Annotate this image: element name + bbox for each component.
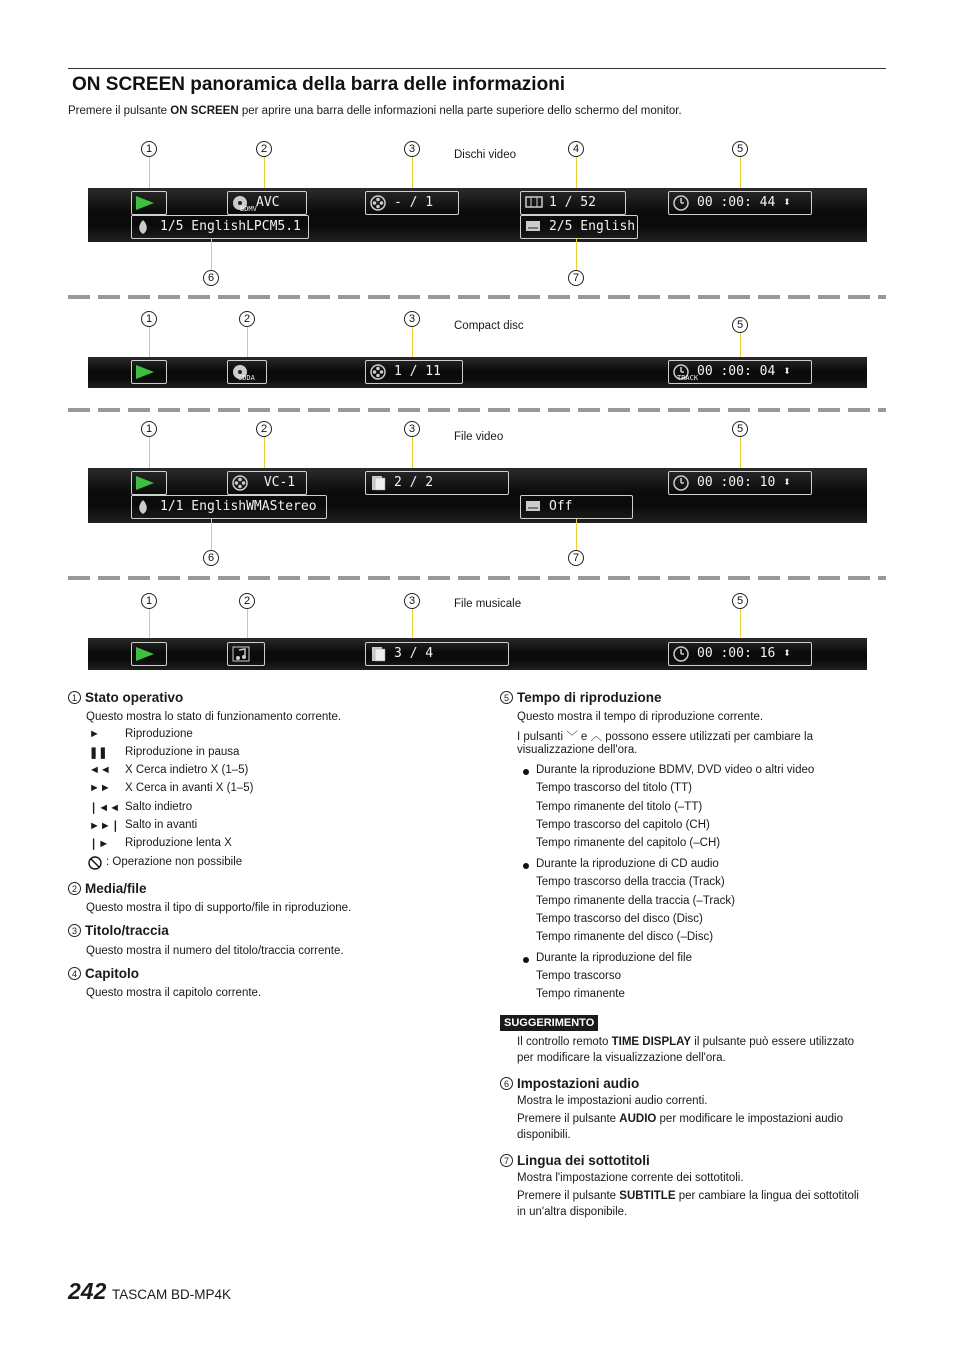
- callout-5: 5: [732, 421, 748, 437]
- media-box: VC-1: [227, 471, 307, 495]
- diagram-label: Compact disc: [454, 320, 524, 332]
- prohibited-icon: [88, 856, 102, 875]
- section-desc: Questo mostra il capitolo corrente.: [86, 987, 262, 999]
- diagram-label: File musicale: [454, 598, 522, 610]
- section-desc: Premere il pulsante AUDIO per modificare le impostazioni audio: [517, 1113, 843, 1125]
- bullet-icon: [523, 957, 529, 963]
- clock-icon: [673, 475, 691, 491]
- section-desc: Premere il pulsante SUBTITLE per cambiare la lingua dei sottotitoli: [517, 1190, 859, 1202]
- callout-7: 7: [568, 270, 584, 286]
- time-box: 00 :00: 44 ⬍: [668, 191, 812, 215]
- state-text: Riproduzione lenta X: [125, 837, 232, 849]
- list-item: Tempo trascorso: [536, 970, 622, 982]
- clock-icon: [673, 646, 691, 662]
- group-head: Durante la riproduzione di CD audio: [536, 858, 719, 870]
- list-item: Tempo trascorso del disco (Disc): [536, 913, 703, 925]
- status-box: [131, 642, 167, 666]
- play-icon: [136, 365, 154, 379]
- section-desc: Questo mostra il tipo di supporto/file in riproduzione.: [86, 902, 352, 914]
- callout-3: 3: [404, 593, 420, 609]
- section-desc: Mostra l'impostazione corrente dei sottotitoli.: [517, 1172, 744, 1184]
- play-icon: ►: [89, 728, 100, 740]
- section-subtitles: 7 Lingua dei sottotitoli: [500, 1153, 650, 1168]
- callout-1: 1: [141, 421, 157, 437]
- info-bar: [88, 468, 867, 523]
- top-rule: [68, 68, 886, 69]
- state-text: X Cerca in avanti X (1–5): [125, 782, 254, 794]
- section-desc: Questo mostra il tempo di riproduzione corrente.: [517, 711, 764, 723]
- bullet-icon: [523, 769, 529, 775]
- diagram-label: File video: [454, 431, 504, 443]
- music-note-icon: [232, 646, 250, 662]
- media-box: AVC BDMV: [227, 191, 307, 215]
- subtitle-icon: [525, 499, 543, 515]
- subtitle-box: Off: [520, 495, 633, 519]
- list-item: Tempo trascorso della traccia (Track): [536, 876, 725, 888]
- media-box: [227, 642, 265, 666]
- play-icon: [136, 196, 154, 210]
- section-desc: in un'altra disponibile.: [517, 1206, 628, 1218]
- callout-2: 2: [256, 141, 272, 157]
- file-icon: [370, 475, 388, 491]
- chapter-box: 1 / 52: [520, 191, 626, 215]
- section-audio: 6 Impostazioni audio: [500, 1076, 639, 1091]
- group-head: Durante la riproduzione BDMV, DVD video o altri video: [536, 764, 815, 776]
- callout-7: 7: [568, 550, 584, 566]
- callout-5: 5: [732, 141, 748, 157]
- chevron-up-icon: ︿: [590, 731, 603, 743]
- page-title: ON SCREEN panoramica della barra delle informazioni: [72, 74, 566, 95]
- time-box: 00 :00: 10 ⬍: [668, 471, 812, 495]
- section-desc: Mostra le impostazioni audio correnti.: [517, 1095, 708, 1107]
- section-desc: Questo mostra il numero del titolo/traccia corrente.: [86, 945, 344, 957]
- page-number: 242: [68, 1278, 107, 1304]
- state-text: Riproduzione in pausa: [125, 746, 240, 758]
- list-item: Tempo rimanente del disco (–Disc): [536, 931, 714, 943]
- list-item: Tempo rimanente: [536, 988, 625, 1000]
- callout-3: 3: [404, 421, 420, 437]
- info-bar: [88, 357, 867, 388]
- subtitle-icon: [525, 219, 543, 235]
- list-item: Tempo rimanente del capitolo (–CH): [536, 837, 721, 849]
- callout-2: 2: [239, 311, 255, 327]
- diagram-label: Dischi video: [454, 149, 516, 161]
- list-item: Tempo rimanente della traccia (–Track): [536, 895, 735, 907]
- chapter-icon: [525, 195, 543, 211]
- buttons-text: I pulsanti ﹀ e ︿ possono essere utilizzati per cambiare la: [517, 731, 813, 743]
- title-box: - / 1: [365, 191, 459, 215]
- bullet-icon: [523, 863, 529, 869]
- callout-5: 5: [732, 317, 748, 333]
- file-icon: [370, 646, 388, 662]
- list-item: Tempo trascorso del titolo (TT): [536, 782, 692, 794]
- clock-icon: [673, 195, 691, 211]
- tip-text: Il controllo remoto TIME DISPLAY il pulsante può essere utilizzato: [517, 1036, 855, 1048]
- list-item: Tempo rimanente del titolo (–TT): [536, 801, 703, 813]
- tip-text: per modificare la visualizzazione dell'ora.: [517, 1052, 726, 1064]
- callout-1: 1: [141, 311, 157, 327]
- product-name: TASCAM BD-MP4K: [112, 1287, 232, 1302]
- group-head: Durante la riproduzione del file: [536, 952, 692, 964]
- callout-2: 2: [256, 421, 272, 437]
- section-desc: disponibili.: [517, 1129, 571, 1141]
- section-desc: Questo mostra lo stato di funzionamento corrente.: [86, 711, 342, 723]
- section-chapter: 4 Capitolo: [68, 966, 139, 981]
- title-box: 1 / 11: [365, 360, 463, 384]
- film-reel-icon: [370, 364, 388, 380]
- state-text: X Cerca indietro X (1–5): [125, 764, 249, 776]
- audio-icon: [136, 219, 154, 235]
- callout-3: 3: [404, 141, 420, 157]
- callout-6: 6: [203, 270, 219, 286]
- section-title: 3 Titolo/traccia: [68, 923, 169, 938]
- callout-1: 1: [141, 593, 157, 609]
- media-box: CDDA: [227, 360, 267, 384]
- dashed-divider: [68, 408, 886, 412]
- film-reel-icon: [370, 195, 388, 211]
- skip-back-icon: ❘◄◄: [89, 802, 120, 814]
- info-bar: [88, 638, 867, 670]
- state-text: : Operazione non possibile: [106, 856, 243, 868]
- time-box: 00 :00: 16 ⬍: [668, 642, 812, 666]
- state-text: Salto in avanti: [125, 819, 198, 831]
- audio-box: 1/5 EnglishLPCM5.1: [131, 215, 309, 239]
- section-status: 1 Stato operativo: [68, 690, 183, 705]
- callout-1: 1: [141, 141, 157, 157]
- title-box: 2 / 2: [365, 471, 509, 495]
- callout-3: 3: [404, 311, 420, 327]
- pause-icon: ❚❚: [89, 747, 108, 759]
- audio-icon: [136, 499, 154, 515]
- time-box: 00 :00: 04 ⬍ TRACK: [668, 360, 812, 384]
- callout-2: 2: [239, 593, 255, 609]
- info-bar: [88, 188, 867, 242]
- state-text: Riproduzione: [125, 728, 193, 740]
- callout-5: 5: [732, 593, 748, 609]
- film-reel-icon: [232, 475, 250, 491]
- status-box: [131, 191, 167, 215]
- play-icon: [136, 647, 154, 661]
- rewind-icon: ◄◄: [89, 764, 111, 776]
- dashed-divider: [68, 295, 886, 299]
- intro-text: Premere il pulsante ON SCREEN per aprire una barra delle informazioni nella parte superiore dello schermo del monitor.: [68, 105, 682, 117]
- title-box: 3 / 4: [365, 642, 509, 666]
- status-box: [131, 471, 167, 495]
- callout-6: 6: [203, 550, 219, 566]
- subtitle-box: 2/5 English: [520, 215, 638, 239]
- list-item: Tempo trascorso del capitolo (CH): [536, 819, 710, 831]
- callout-4: 4: [568, 141, 584, 157]
- status-box: [131, 360, 167, 384]
- buttons-text: visualizzazione dell'ora.: [517, 744, 638, 756]
- state-text: Salto indietro: [125, 801, 193, 813]
- chevron-down-icon: ﹀: [566, 731, 578, 743]
- fast-forward-icon: ►►: [89, 782, 111, 794]
- play-icon: [136, 476, 154, 490]
- skip-forward-icon: ►►❘: [89, 820, 120, 832]
- audio-box: 1/1 EnglishWMAStereo: [131, 495, 327, 519]
- section-playback-time: 5 Tempo di riproduzione: [500, 690, 662, 705]
- dashed-divider: [68, 576, 886, 580]
- slow-play-icon: ❘►: [89, 838, 110, 850]
- section-media: 2 Media/file: [68, 881, 147, 896]
- tip-badge: SUGGERIMENTO: [500, 1015, 598, 1031]
